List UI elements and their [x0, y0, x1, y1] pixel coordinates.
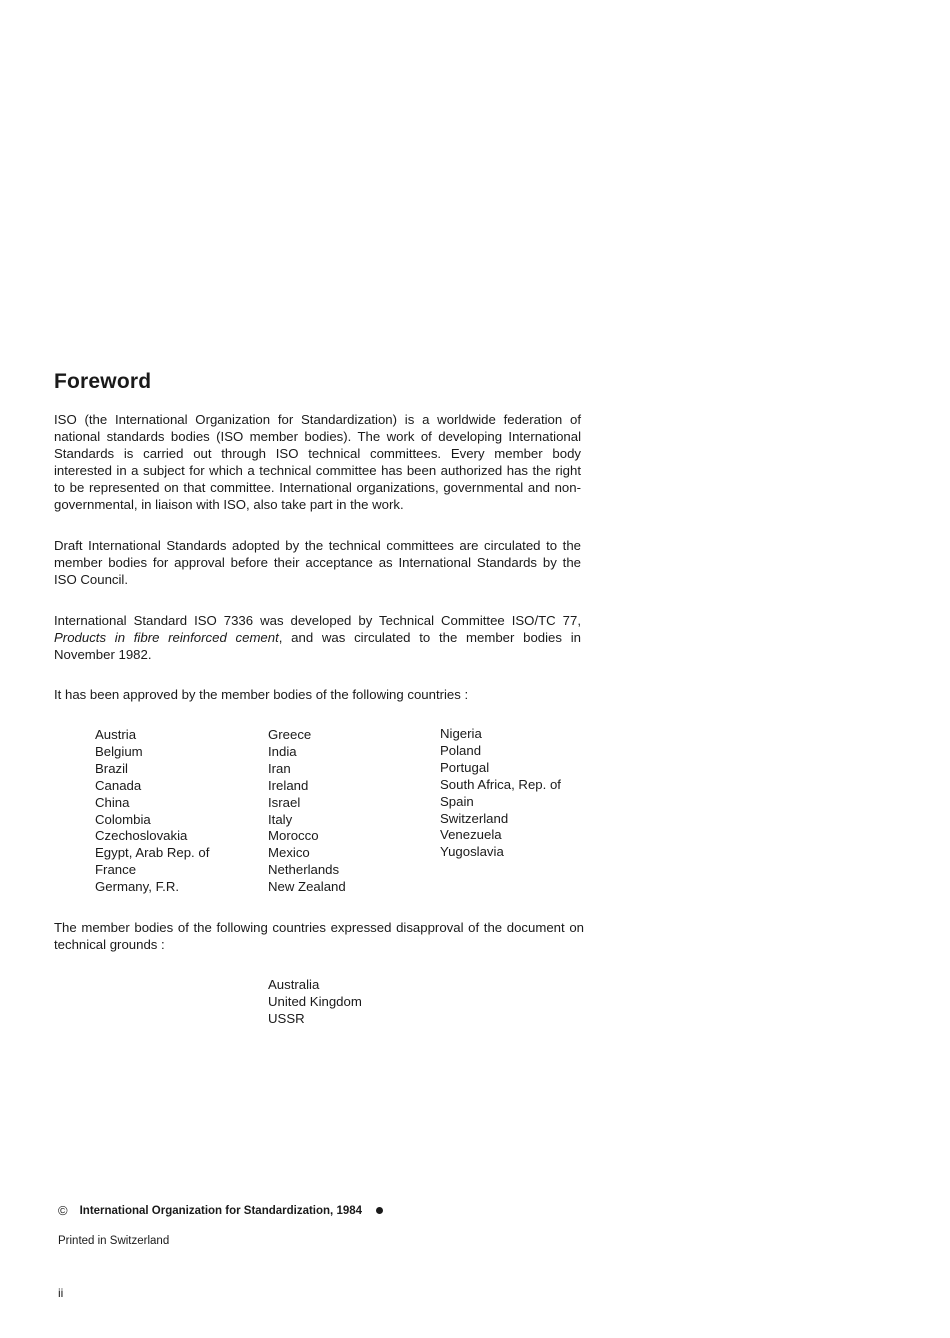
- country-item: Italy: [268, 811, 293, 827]
- paragraph-approval: It has been approved by the member bodies of the following countries :: [54, 687, 469, 702]
- country-item: Yugoslavia: [440, 844, 504, 860]
- paragraph-draft-standards: Draft International Standards adopted by the technical committees are circulated to the member bodies for approval before their acceptance as International Standards by the ISO Council.: [54, 538, 581, 587]
- p3-text-start: International Standard ISO 7336 was developed by Technical Committee ISO/TC 77,: [54, 613, 581, 628]
- approved-countries-column-3: [440, 726, 561, 861]
- country-item: Israel: [268, 794, 301, 810]
- country-item: Switzerland: [440, 810, 509, 826]
- country-item: Ireland: [268, 777, 309, 793]
- country-item: United Kingdom: [268, 993, 362, 1009]
- paragraph-standard-development: [54, 612, 581, 663]
- country-item: Venezuela: [440, 827, 502, 843]
- copyright-icon: ©: [58, 1203, 68, 1218]
- country-item: Canada: [95, 777, 142, 793]
- approved-countries-column-1: [95, 727, 209, 896]
- country-item: Czechoslovakia: [95, 828, 188, 844]
- country-item: Poland: [440, 742, 482, 758]
- country-item: USSR: [268, 1010, 305, 1026]
- paragraph-iso-intro: ISO (the International Organization for Standardization) is a worldwide federation of national standards bodies (ISO member bodies). The work of developing International Standards is carried out through ISO technical committees. Every member body interested in a subject for which a technical committee has been authorized has the right to be represented on that committee. International organizations, governmental and non-governmental, in liaison with ISO, also take part in the work.: [54, 412, 581, 512]
- country-item: South Africa, Rep. of: [440, 776, 561, 792]
- foreword-heading: Foreword: [54, 370, 152, 393]
- bullet-dot-icon: [376, 1207, 383, 1214]
- country-item: Portugal: [440, 759, 490, 775]
- country-item: Netherlands: [268, 862, 340, 878]
- page-number: ii: [58, 1286, 64, 1300]
- country-item: Mexico: [268, 845, 310, 861]
- country-item: Egypt, Arab Rep. of: [95, 845, 210, 861]
- p3-text-end: , and was circulated to the member bodies in November 1982.: [54, 630, 581, 662]
- copyright-text: International Organization for Standardization, 1984: [79, 1204, 363, 1217]
- country-item: China: [95, 794, 130, 810]
- country-item: Austria: [95, 727, 137, 742]
- copyright-line: [58, 1203, 383, 1218]
- printed-in-note: Printed in Switzerland: [58, 1235, 170, 1247]
- country-item: New Zealand: [268, 879, 346, 895]
- country-item: Greece: [268, 727, 312, 742]
- country-item: France: [95, 862, 137, 878]
- country-item: India: [268, 743, 297, 759]
- country-item: Brazil: [95, 760, 128, 776]
- country-item: Colombia: [95, 811, 151, 827]
- country-item: Spain: [440, 793, 474, 809]
- paragraph-disapproval: The member bodies of the following countries expressed disapproval of the document on technical grounds :: [54, 920, 584, 952]
- country-item: Australia: [268, 977, 320, 992]
- country-item: Belgium: [95, 743, 143, 759]
- country-item: Nigeria: [440, 726, 482, 741]
- country-item: Iran: [268, 760, 291, 776]
- approved-countries-column-2: [268, 727, 346, 896]
- country-item: Germany, F.R.: [95, 879, 180, 895]
- country-item: Morocco: [268, 828, 319, 844]
- disapproved-countries-list: [268, 977, 362, 1028]
- committee-title: Products in fibre reinforced cement: [54, 630, 279, 645]
